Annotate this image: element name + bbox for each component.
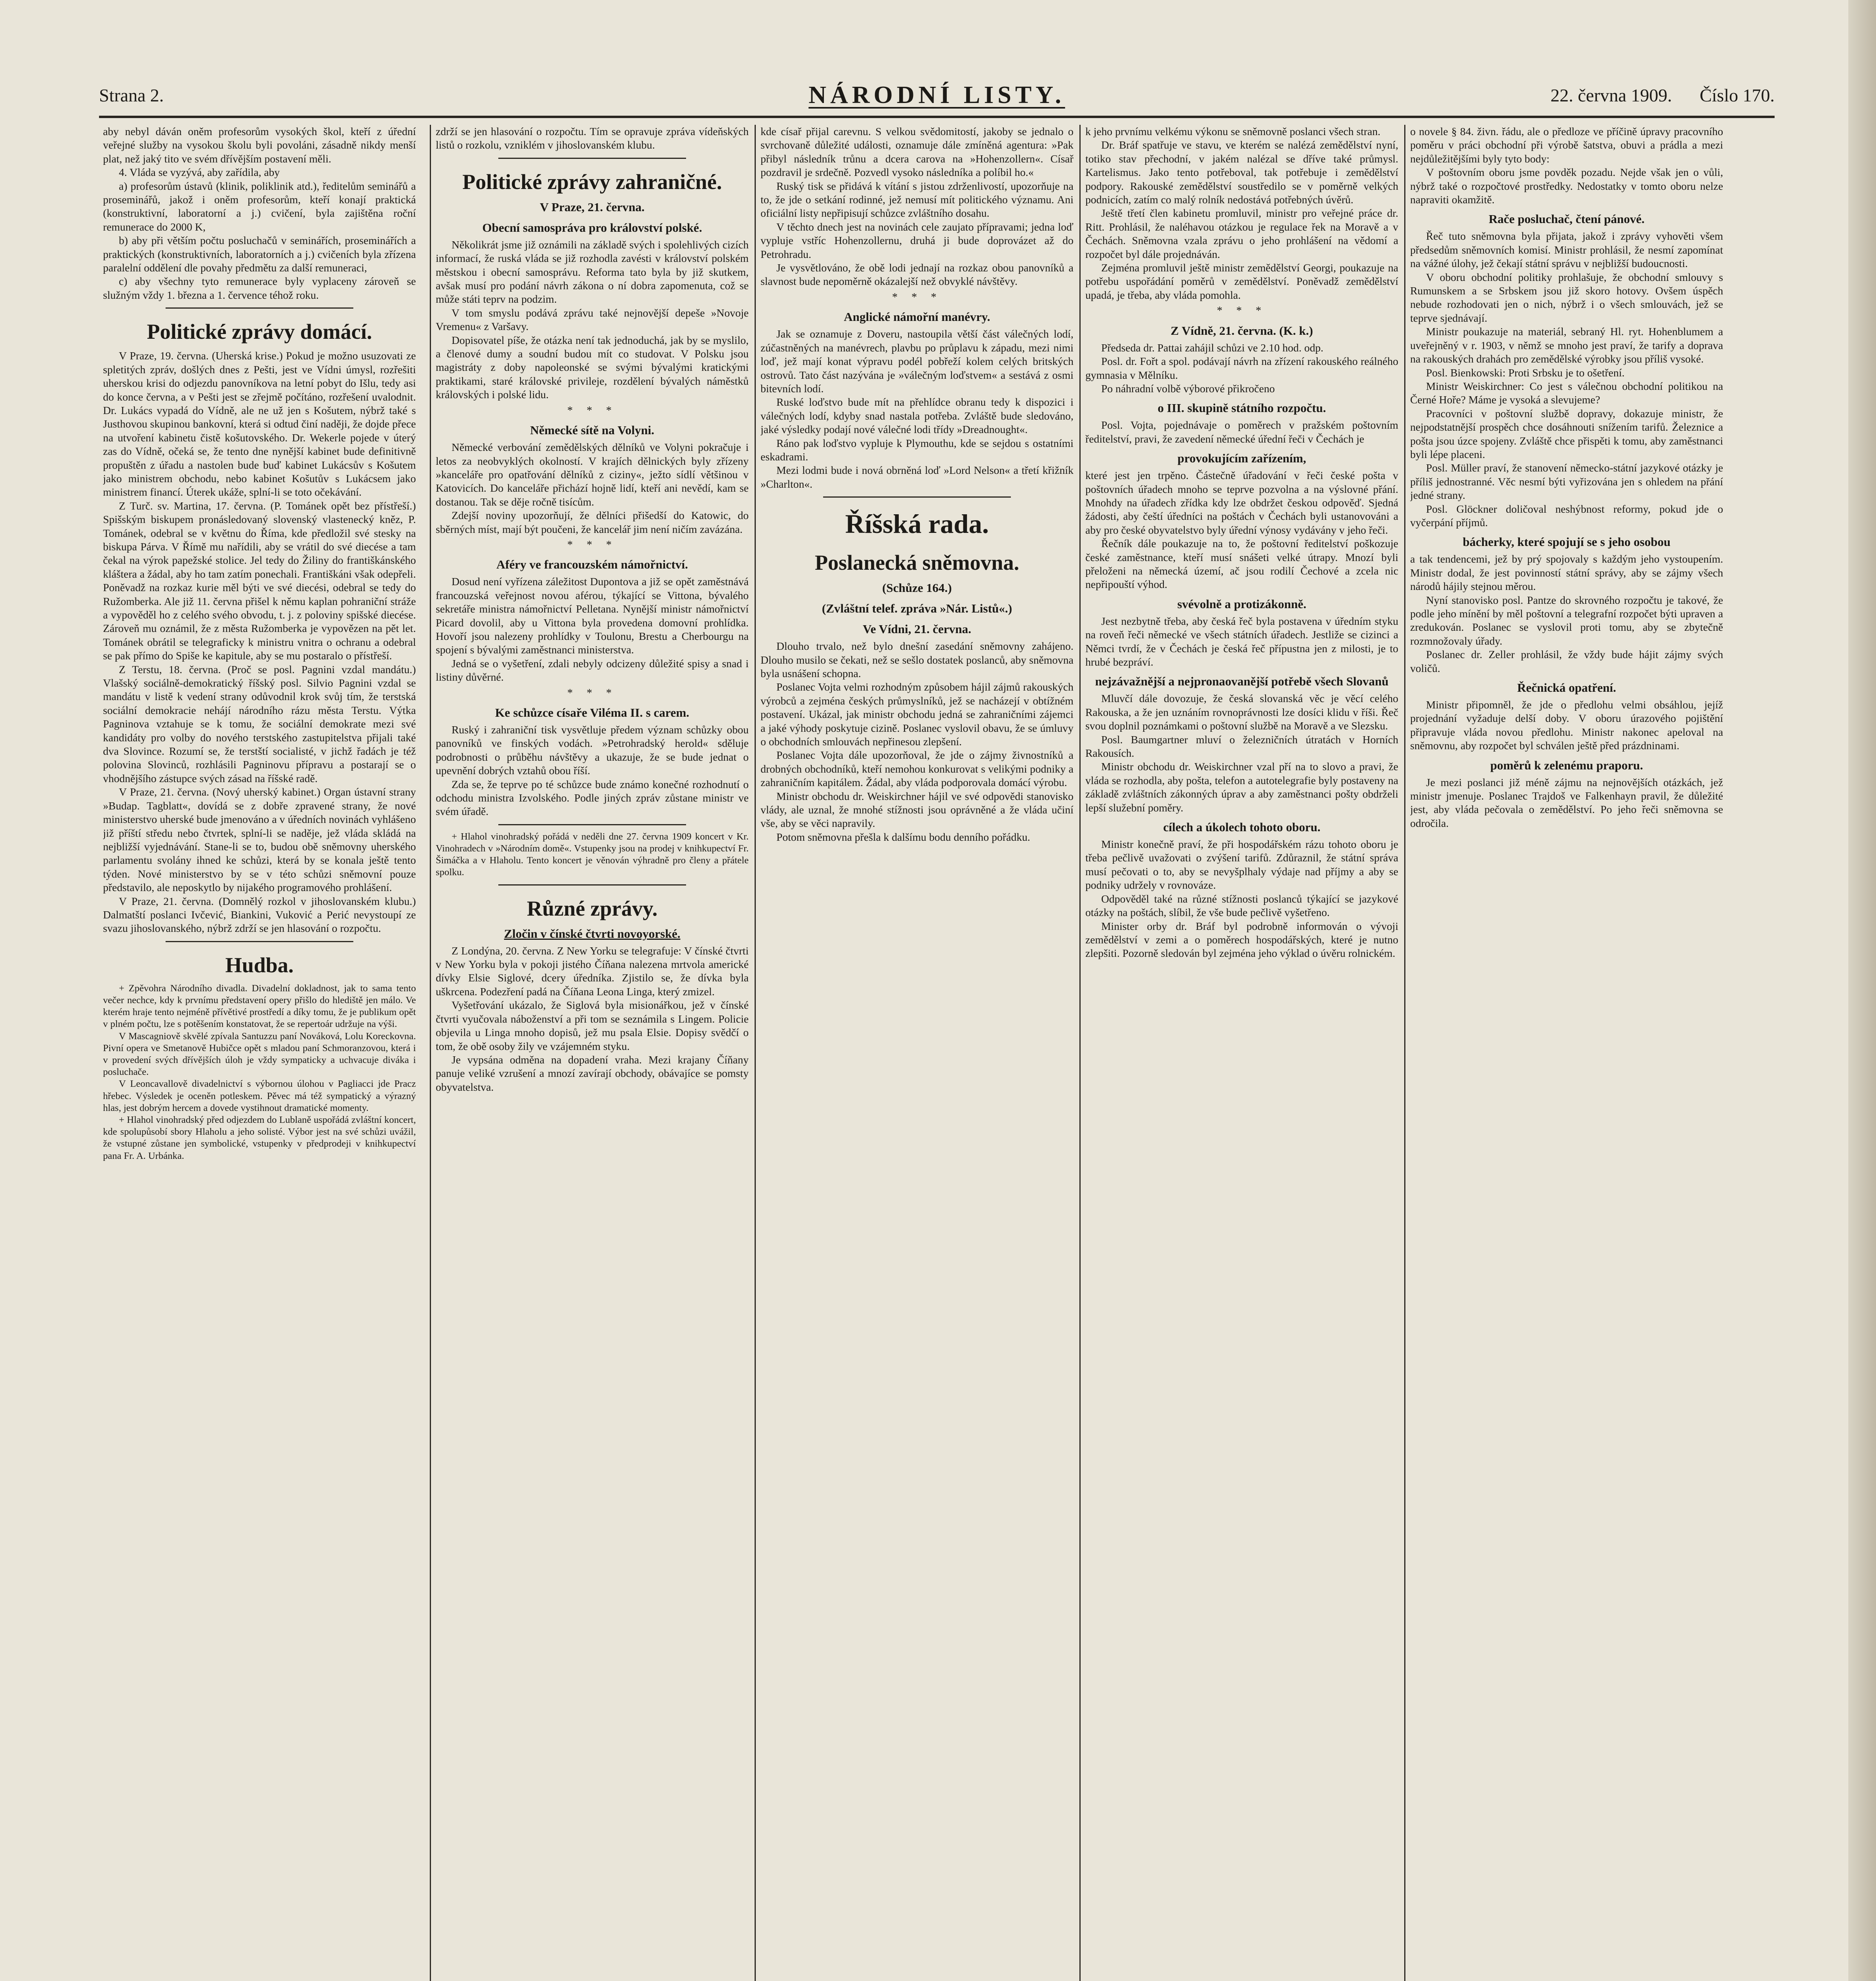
- emphasis-line: Rače posluchač, čtení pánové.: [1489, 212, 1645, 226]
- section-heading: Říšská rada.: [845, 509, 989, 539]
- column-3: [761, 125, 1073, 1981]
- music-item: + Hlahol vinohradský před odjezdem do Lublaně uspořádá zvláštní koncert, kde spolupůsobí sbory Hlaholu a jeho solisté. Výbor jest na své schůzi uvážil, že vstupné zůstane jen symbolické, vstupenky v předprodeji v knihkupectví pana Fr. A. Urbánka.: [103, 1114, 416, 1161]
- article-subheading: Německé sítě na Volyni.: [530, 423, 654, 437]
- news-item: V Praze, 21. června. (Domnělý rozkol v jihoslovanském klubu.) Dalmatští poslanci Ivčević, Biankini, Vuković a Perić nevystoupí ze svazu jihoslovanského, nýbrž zdrží se jen hlasování o rozpočtu.: [103, 895, 416, 935]
- article-paragraph: Posl. dr. Fořt a spol. podávají návrh na zřízení rakouského reálného gymnasia v Mělníku.: [1085, 355, 1398, 381]
- article-paragraph: kde císař přijal carevnu. S velkou svědomitostí, jakoby se jednalo o svrchovaně důležité události, oznamuje dále zmíněná agentura: »Pak přibyl následník trůnu a dcera carova na »Hohenzollern«. Císař pozdravil je srdečně. Pozvedl vysoko následníka a políbil ho.«: [761, 125, 1073, 179]
- section-heading: Politické zprávy zahraničné.: [462, 170, 722, 194]
- article-paragraph: Vyšetřování ukázalo, že Siglová byla misionářkou, jež v čínské čtvrti vyučovala náboženství a při tom se seznámila s Lingem. Policie objevila u Linga mnoho dopisů, jež mu psala Elsie. Dopisy svědčí o tom, že obě osoby žily ve vzájemném styku.: [436, 999, 749, 1052]
- separator-stars: * * *: [567, 404, 617, 417]
- article-paragraph: Je vysvětlováno, že obě lodi jednají na rozkaz obou panovníků a slavnost bude nepoměrně okázalejší než obvyklé návštěvy.: [761, 261, 1073, 288]
- article-paragraph: Zda se, že teprve po té schůzce bude známo konečné rozhodnutí o odchodu ministra Izvolského. Podle jiných zpráv zůstane ministr ve svém úřadě.: [436, 778, 749, 818]
- article-paragraph: Posl. Müller praví, že stanovení německo-státní jazykové otázky je příliš jednostranné. Věc nesmí býti vyřizována jen s ohledem na přání jedné strany.: [1410, 462, 1723, 502]
- emphasis-line: Řečnická opatření.: [1517, 681, 1616, 695]
- issue-date: 22. června 1909.: [1550, 85, 1672, 105]
- column-divider: [1079, 125, 1081, 1981]
- article-paragraph: Z Londýna, 20. června. Z New Yorku se telegrafuje: V čínské čtvrti v New Yorku byla v pokoji jistého Číňana nalezena mrtvola americké dívky Elsie Siglové, dcery úředníka. Zjistilo se, že dívka byla uškrcena. Podezření padá na Číňana Leona Linga, který zmizel.: [436, 944, 749, 998]
- article-paragraph: V těchto dnech jest na novinách cele zaujato přípravami; jedna loď vypluje vstříc Hohenzollernu, druhá ji bude doprovázet až do Petrohradu.: [761, 220, 1073, 260]
- article-paragraph: Je vypsána odměna na dopadení vraha. Mezi krajany Číňany panuje veliké vzrušení a mnozí zavírají obchody, obávajíce se pomsty obyvatelstva.: [436, 1053, 749, 1093]
- column-divider: [755, 125, 756, 1981]
- article-paragraph: Ruský i zahraniční tisk vysvětluje předem význam schůzky obou panovníků ve finských vodách. »Petrohradský herold« sděluje podrobnosti o průběhu návštěvy a ukazuje, že se bude jednat o upevnění dobrých vztahů obou říší.: [436, 723, 749, 777]
- article-paragraph: Posl. Glöckner doličoval neshýbnost reformy, pokud jde o vyčerpání příjmů.: [1410, 502, 1723, 529]
- article-paragraph: Poslanec Vojta velmi rozhodným způsobem hájil zájmů rakouských výrobců a zejména českých průmyslníků, jež se nacházejí v obtížném postavení. Ukázal, jak ministr obchodu jedná se zahraničními zájemci a jaké výhody poskytuje cizině. Poslanec vyslovil obavu, že se úmluvy o obchodních smlouvách nepřinesou zlepšení.: [761, 681, 1073, 748]
- news-item: V Praze, 21. června. (Nový uherský kabinet.) Organ ústavní strany »Budap. Tagblatt«, dovídá se z dobře zpravené strany, že nové ministerstvo uherské bude jmenováno a v úředních novinách vyhlášeno již příští středu nebo čtvrtek, splní-li se naděje, jež vláda skládá na nejbližší vyjednávání. Stane-li se to, budou obě sněmovny uherského parlamentu svolány ihned ke schůzi, která by se konala ještě tento týden. Nové ministerstvo by se v této schůzi sněmovní pouze představilo, ale neposkytlo by nijakého programového prohlášení.: [103, 786, 416, 894]
- separator-rule: [498, 158, 686, 159]
- emphasis-line: svévolně a protizákonně.: [1177, 597, 1306, 611]
- newspaper-title: NÁRODNÍ LISTY.: [808, 81, 1065, 109]
- article-paragraph: Zdejší noviny upozorňují, že dělníci přišedší do Katowic, do sběrných míst, mají být poučeni, že kancelář jim není ničím zavázána.: [436, 509, 749, 535]
- article-paragraph: o novele § 84. živn. řádu, ale o předloze ve příčině úpravy pracovního poměru v práci obchodní při výrobě šatstva, obuvi a prádla a mezi nejdůležitějšími byly tyto body:: [1410, 125, 1723, 165]
- section-heading-music: Hudba.: [225, 953, 294, 977]
- article-subheading: Obecní samospráva pro království polské.: [482, 220, 702, 235]
- article-subheading: Aféry ve francouzském námořnictví.: [496, 557, 688, 572]
- article-paragraph: Poslanec Vojta dále upozorňoval, že jde o zájmy živnostníků a drobných obchodníků, kteří nemohou konkurovat s velikými podniky a zahraničním kapitálem. Žádal, aby vláda podporovala domácí výrobu.: [761, 749, 1073, 789]
- separator-rule: [166, 941, 353, 942]
- section-heading: Politické zprávy domácí.: [147, 320, 372, 344]
- article-paragraph: Posl. Baumgartner mluví o železničních útratách v Horních Rakousích.: [1085, 733, 1398, 760]
- separator-stars: * * *: [567, 687, 617, 699]
- dateline: Z Vídně, 21. června. (K. k.): [1171, 323, 1313, 338]
- article-paragraph: Ministr poukazuje na materiál, sebraný Hl. ryt. Hohenblumem a uveřejněný v r. 1903, v němž se mnoho jest praví, že tarify a doprava na rakouských drahách pro zemědělské výrobky jsou příliš vysoké.: [1410, 325, 1723, 365]
- news-item: Z Terstu, 18. června. (Proč se posl. Pagnini vzdal mandátu.) Vlašský sociálně-demokratický říšský posl. Silvio Pagnini vzdal se mandátu v listě k vedení strany odůvodnil krok svůj tím, že terstská sociální demokracie nehájí národního rázu města Terstu. Výtka Pagninova vztahuje se k tomu, že sociální demokrate mezi své kandidáty pro volby do nového terstského zastupitelstva přijali také dva Slovince. Rozumí se, že terstští socialisté, v jichž řadách je též polovina Slovinců, rozhlásili Pagninovu přípravu a postarají se o vhodnějšího zástupce svých zásad na říšské radě.: [103, 663, 416, 784]
- separator-rule: [823, 496, 1011, 498]
- article-paragraph: Ruské loďstvo bude mít na přehlídce obranu tedy k dispozici i válečných lodí, kdyby snad nastala potřeba. Zvláště bude sledováno, jaké výsledky podají nové válečné lodi třídy »Dreadnought«.: [761, 396, 1073, 436]
- article-paragraph: Jedná se o vyšetření, zdali nebyly odcizeny důležité spisy a snad i listiny důvěrné.: [436, 657, 749, 683]
- issue-number: Číslo 170.: [1699, 85, 1775, 105]
- article-paragraph: Ještě třetí člen kabinetu promluvil, ministr pro veřejné práce dr. Ritt. Prohlásil, že naléhavou otázkou je regulace řek na Moravě a v Čechách. Sněmovna vzala zprávu o jeho prohlášení na vědomí a rozpočet byl dále projednáván.: [1085, 207, 1398, 260]
- article-paragraph: Ministr obchodu dr. Weiskirchner vzal pří na to slovo a pravi, že vláda se rozhodla, aby pošta, telefon a autotelegrafie byly postaveny na základě zvláštních zákonných úprav a aby zaměstnanci pošty obdrželi lepší služební poměry.: [1085, 760, 1398, 814]
- page-number-label: Strana 2.: [99, 85, 164, 105]
- announcement: + Hlahol vinohradský pořádá v neděli dne 27. června 1909 koncert v Kr. Vinohradech v »Národním domě«. Vstupenky jsou na prodej v knihkupectví Fr. Šimáčka a v Hlaholu. Tento koncert je věnován výhradně pro členy a přátele spolku.: [436, 831, 749, 878]
- separator-rule: [166, 307, 353, 309]
- article-paragraph: a) profesorům ústavů (klinik, poliklinik atd.), ředitelům seminářů a proseminářů, jakož i oněm profesorům, kteří konají praktická (konstruktivní, laboratorní a j.) cvičení, byla zajištěna roční remunerace do 2000 K,: [103, 179, 416, 233]
- emphasis-line: bácherky, které spojují se s jeho osobou: [1462, 535, 1671, 549]
- column-2: [436, 125, 749, 1981]
- dateline: V Praze, 21. června.: [540, 200, 645, 214]
- article-paragraph: Ministr Weiskirchner: Co jest s válečnou obchodní politikou na Černé Hoře? Máme je vysoká a slevujeme?: [1410, 380, 1723, 406]
- article-paragraph: Ráno pak loďstvo vypluje k Plymouthu, kde se sejdou s ostatními eskadrami.: [761, 437, 1073, 463]
- article-paragraph: Ruský tisk se přidává k vítání s jistou zdrženlivostí, upozorňuje na to, že jde o setkání rodinné, jež nemusí mít politického významu. Ani oficiální listy nepřipisují schůzce zvláštního dosahu.: [761, 179, 1073, 219]
- article-paragraph: Řečník dále poukazuje na to, že poštovní ředitelství poškozuje české zaměstnance, kteří musí snášeti velké útrapy. Mnozí byli přeloženi na německá území, ač jsou rodilí Čechové a zcela nic nepřipouští výhod.: [1085, 537, 1398, 591]
- dateline: Ve Vídni, 21. června.: [863, 622, 971, 636]
- music-item: V Mascagniově skvělé zpívala Santuzzu paní Nováková, Lolu Koreckovna. Pivní opera ve Smetanově Hubičce opět s mladou paní Schmoranzovou, která i v provedení svých dřívějších úloh je vždy sympaticky a uchvacuje diváka i posluchače.: [103, 1031, 416, 1078]
- article-subheading: Anglické námořní manévry.: [844, 310, 990, 324]
- column-4: [1085, 125, 1398, 1981]
- article-paragraph: a tak tendencemi, jež by prý spojovaly s každým jeho vystoupením. Ministr dodal, že jest povinností státní správy, aby se zájmy všech národů hájily stejnou měrou.: [1410, 553, 1723, 593]
- separator-stars: * * *: [567, 538, 617, 551]
- article-paragraph: Po náhradní volbě výborové přikročeno: [1101, 382, 1275, 395]
- article-paragraph: Ministr obchodu dr. Weiskirchner hájil ve své odpovědi stanovisko vlády, ale uznal, že mnohé stížnosti jsou oprávněné a že vláda učiní vše, aby se věci napravily.: [761, 790, 1073, 830]
- article-paragraph: V poštovním oboru jsme povděk pozadu. Nejde však jen o vůli, nýbrž také o rozpočtové prostředky. Nedostatky v tomto oboru nelze napraviti okamžitě.: [1410, 166, 1723, 206]
- article-paragraph: Minister orby dr. Bráf byl podrobně informován o vývoji zemědělství v zemi a o poměrech hospodářských, které je nutno zlepšiti. Pozorně sledován byl zejména jeho výklad o úvěru rolnickém.: [1085, 920, 1398, 960]
- article-paragraph: V tom smyslu podává zprávu také nejnovější depeše »Novoje Vremenu« z Varšavy.: [436, 306, 749, 333]
- article-paragraph: Dosud není vyřízena záležitost Dupontova a již se opět zaměstnává francouzská veřejnost novou aférou, týkající se Vittona, bývalého sekretáře ministra námořnictví Pelletana. Nynější ministr námořnictví Picard dovolil, aby u Vittona byla provedena domovní prohlídka. Hovoří jsou nalezeny prohlídky v Toulonu, Brestu a Cherbourgu na spojení s bývalými zaměstnanci ministerstva.: [436, 575, 749, 656]
- article-paragraph: Nyní stanovisko posl. Pantze do skrovného rozpočtu je takové, že podle jeho mínění by měl poštovní a telegrafní rozpočet býti upraven a zredukován. Poslanec se vyslovil proti tomu, aby se zbytečně rozmnožovaly úřady.: [1410, 594, 1723, 647]
- article-subheading: Ke schůzce císaře Viléma II. s carem.: [495, 706, 690, 719]
- section-subheading: Poslanecká sněmovna.: [814, 551, 1020, 575]
- emphasis-line: nejzávažnější a nejpronaovanější potřebě všech Slovanů: [1095, 674, 1389, 689]
- article-paragraph: V oboru obchodní politiky prohlašuje, že obchodní smlouvy s Rumunskem a se Srbskem jsou již skoro hotovy. Ovšem úspěch nebude rozhodovati jen o nich, nýbrž i o všech smlouvách, jež se teprve sjednávají.: [1410, 271, 1723, 324]
- music-item: V Leoncavallově divadelnictví s výbornou úlohou v Pagliacci jde Pracz hřebec. Výsledek je oceněn potleskem. Pěvec má též sympatický a výrazný hlas, jest dobrým hercem a dovede vystihnout dramatické momenty.: [103, 1078, 416, 1113]
- article-paragraph: zdrží se jen hlasování o rozpočtu. Tím se opravuje zpráva vídeňských listů o rozkolu, vzniklém v jihoslovanském klubu.: [436, 125, 749, 151]
- article-paragraph: b) aby při větším počtu posluchačů v seminářích, proseminářích a praktických (konstruktivních, laboratorních a j.) cvičeních byla zřízena paralelní oddělení dle povahy předmětu za další remuneraci,: [103, 234, 416, 274]
- column-1: [103, 125, 416, 1981]
- issue-info: [1378, 85, 1775, 106]
- article-paragraph: Několikrát jsme již oznámili na základě svých i spolehlivých cizích informací, že ruská vláda se již rozhodla zavésti v království polském městskou i obecní samosprávu. Reforma tato byla by již skutkem, avšak musí pro podání návrh zákona o ní dobra zapomenuta, což se může státi teprv na podzim.: [436, 238, 749, 305]
- article-paragraph: Pracovníci v poštovní službě dopravy, dokazuje ministr, že nejpodstatnější prospěch chce dosáhnouti snížením tarifů. Železnice a pošta jsou úzce spojeny. Zvláště chce přispěti k tomu, aby zaměstnanci byli lépe placeni.: [1410, 407, 1723, 460]
- page-edge-right: [1848, 0, 1876, 1981]
- article-paragraph: Potom sněmovna přešla k dalšímu bodu denního pořádku.: [776, 830, 1030, 843]
- emphasis-line: poměrů k zelenému praporu.: [1490, 758, 1643, 772]
- article-paragraph: Zejména promluvil ještě ministr zemědělství Georgi, poukazuje na potřebu uspořádání poměrů v zemědělství. Poněvadž zemědělství upadá, je třeba, aby vláda pomohla.: [1085, 261, 1398, 301]
- article-subheading: Zločin v čínské čtvrti novoyorské.: [504, 926, 681, 941]
- music-item: + Zpěvohra Národního divadla. Divadelní dokladnost, jak to sama tento večer nechce, kdy k prvnímu představení opery přišlo do hlediště jen málo. Ve kterém hraje tento nejméně přívětivé prostředí a díky tomu, že je publikum opět v plném počtu, lze s potěšením konstatovat, že se repertoár udržuje na výši.: [103, 983, 416, 1030]
- separator-rule: [498, 884, 686, 886]
- article-paragraph: Poslanec dr. Zeller prohlásil, že vždy bude hájit zájmy svých voličů.: [1410, 648, 1723, 674]
- column-5: [1410, 125, 1723, 1981]
- article-paragraph: Předseda dr. Pattai zahájil schůzi ve 2.10 hod. odp.: [1101, 341, 1323, 354]
- column-divider: [430, 125, 431, 1981]
- article-paragraph: Ministr konečně praví, že při hospodářském rázu tohoto oboru je třeba pečlivě uvažovati o zvýšení tarifů. Zdůraznil, že státní správa musí pečovati o to, aby se nevyšplhaly výdaje nad příjmy a aby se podniky udržely v rovnováze.: [1085, 838, 1398, 891]
- separator-rule: [498, 824, 686, 825]
- separator-stars: * * *: [1217, 305, 1267, 317]
- article-paragraph: Dlouho trvalo, než bylo dnešní zasedání sněmovny zahájeno. Dlouho musilo se čekati, než se sešlo dostatek poslanců, aby sněmovna byla usnášení schopna.: [761, 640, 1073, 679]
- article-paragraph: které jest jen trpěno. Částečně úřadování v řeči české pošta v poštovních úřadech mnoho se teprve pozvolna a na výslovné přání. Mnohdy na úřadech zřídka kdy lze obdržet českou odpověď. Sjedná žádosti, aby čeští úředníci na poštách v Čechách byli ustanovováni a aby pro české obyvatelstvo byly úřední výnosy vydávány v jeho řeči.: [1085, 469, 1398, 536]
- article-paragraph: Odpověděl také na různé stížnosti poslanců týkající se jazykové otázky na poštách, slíbil, že vše bude pečlivě vyšetřeno.: [1085, 892, 1398, 919]
- article-paragraph: Mluvčí dále dovozuje, že česká slovanská věc je věcí celého Rakouska, a že jen uznáním rovnoprávnosti lze dosíci klidu v říši. Řeč svou doplnil poznámkami o poštovní službě na Moravě a ve Slezsku.: [1085, 692, 1398, 732]
- masthead-rule: [99, 116, 1775, 118]
- news-item: V Praze, 19. června. (Uherská krise.) Pokud je možno usuzovati ze spletitých zpráv, došlých dnes z Pešti, jest ve Vídni úmysl, rozřešiti uherskou krisi do odjezdu panovníkova na letní pobyt do Išlu, tedy asi do konce června, a v Pešti jest se zřejmě počítáno, rozřešení uvalodnit. Dr. Lukács vypadá do Vídně, ale ne už jen s Košutem, nýbrž také s Justhovou skupinou bankovní, která si odtud činí naději, že dojde přece na utvoření kabinetu čistě košutovského. Dr. Wekerle pojede v úterý zas do Vídně, očeká se, že tento dne nynější kabinet bude definitivně propuštěn z úřadu a nastolen bude buď kabinet Lukácsův s Košutem jako ministrem obchodu, nebo kabinet Košutův s Lukácsem jako ministrem financí. Úterek ukáže, splní-li se toto očekávání.: [103, 349, 416, 498]
- article-paragraph: Dopisovatel píše, že otázka není tak jednoduchá, jak by se myslilo, a členové dumy a soudní budou mít co studovat. V Polsku jsou magistráty z doby napoleonské se svými bývalými kratickými praktikami, staré královské privileje, rozdělení bývalých náměstků královských i polské lidu.: [436, 334, 749, 401]
- report-note: (Zvláštní telef. zpráva »Nár. Listů«.): [822, 601, 1012, 616]
- article-paragraph: k jeho prvnímu velkému výkonu se sněmovně poslanci všech stran.: [1085, 125, 1380, 137]
- article-paragraph: aby nebyl dáván oněm profesorům vysokých škol, kteří z úřední veřejné služby na vysokou školu byli povoláni, zásadně nikdy menší plat, než jaký tito ve svém dřívějším postavení měli.: [103, 125, 416, 165]
- separator-stars: * * *: [892, 291, 942, 303]
- article-paragraph: Ministr připomněl, že jde o předlohu velmi obsáhlou, jejíž projednání vyžaduje delší doby. V oboru úrazového pojištění připravuje vláda novou předlohu. Ministr nakonec apeloval na sněmovnu, aby rozpočet byl schválen ještě před prázdninami.: [1410, 699, 1723, 752]
- section-heading: Různé zprávy.: [527, 896, 658, 920]
- news-item: Z Turč. sv. Martina, 17. června. (P. Tománek opět bez přístřeší.) Spišským biskupem pronásledovaný slovenský vlastenecký kněz, P. Tománek, odebral se v květnu do Říma, kde předložil své stesky na biskupa Párva. V Římě mu nařídili, aby se vrátil do své diecése a tam čekal na výrok papežské stolice. Jel tedy do Žiliny do františkánského kláštera a žádal, aby ho tam zatím ponechali. Františkáni však odepřeli. Poněvadž na rozkaz kurie měl býti ve své diecési, odebral se tedy do Ružomberka. Ale již 11. června přišel k němu kaplan pohraniční stráže a vypověděl ho z celého svého obvodu, t. j. z poloviny spišské diecése. Zároveň mu oznámil, že z města Ružomberka je vypovězen na pět let. Tománek obrátil se telegraficky k ministru vnitra o ochranu a odebral se pak přímo do Spiše ke kapitule, aby se mu postaralo o přístřeší.: [103, 499, 416, 662]
- column-divider: [1404, 125, 1405, 1981]
- emphasis-line: cílech a úkolech tohoto oboru.: [1163, 820, 1321, 834]
- article-paragraph: Jest nezbytně třeba, aby česká řeč byla postavena v úředním styku na roveň řeči německé ve všech státních úřadech. Jestliže se cizinci a Němci tvrdí, že v Čechách je česká řeč přípustna jen z milosti, je to hrubé bezpráví.: [1085, 615, 1398, 668]
- article-paragraph: Jak se oznamuje z Doveru, nastoupila větší část válečných lodí, zúčastněných na manévrech, plavbu po průplavu k západu, mezi nimi loď, jež mají konat výpravu podél pobřeží kolem celých britských ostrovů. Tato část nazývána je »válečným loďstvem« a sestává z osmi bitevních lodí.: [761, 328, 1073, 395]
- article-paragraph: Posl. Bienkowski: Proti Srbsku je to ošetření.: [1426, 366, 1625, 379]
- article-paragraph: Řeč tuto sněmovna byla přijata, jakož i zprávy vyhověti všem předsedům sněmovních komisí. Ministr prohlásil, že nesmí zapomínat na vážné úlohy, jež čekají státní správu v nejbližší budoucnosti.: [1410, 230, 1723, 270]
- article-paragraph: c) aby všechny tyto remunerace byly vyplaceny zároveň se služným vždy 1. března a 1. července téhož roku.: [103, 275, 416, 301]
- article-paragraph: Německé verbování zemědělských dělníků ve Volyni pokračuje i letos za neobvyklých okolností. V krajích dělnických byly zřízeny »kanceláře pro opatřování dělníků z ciziny«, ježto sídlí většinou v Katovicích. Do kanceláře přichází hojně lidí, kteří ani nevědí, kam se dostanou. Tak se děje ročně tisícům.: [436, 441, 749, 508]
- meeting-number: (Schůze 164.): [882, 581, 952, 595]
- emphasis-line: provokujícím zařízením,: [1177, 451, 1306, 466]
- article-paragraph: Mezi lodmi bude i nová obrněná loď »Lord Nelson« a třetí křižník »Charlton«.: [761, 464, 1073, 490]
- article-paragraph: Posl. Vojta, pojednávaje o poměrech v pražském poštovním ředitelství, pravi, že zavedení německé úřední řeči v Čechách je: [1085, 419, 1398, 445]
- masthead: [99, 77, 1775, 113]
- article-subheading: o III. skupině státního rozpočtu.: [1157, 401, 1326, 415]
- article-paragraph: Je mezi poslanci již méně zájmu na nejnovějších otázkách, jež ministr jmenuje. Poslanec Trajdoš ve Falkenhayn pravil, že důležité jest, aby vláda pečovala o zemědělství. Po jeho řeči sněmovna se odročila.: [1410, 776, 1723, 829]
- article-paragraph: 4. Vláda se vyzývá, aby zařídila, aby: [119, 166, 280, 179]
- article-paragraph: Dr. Bráf spatřuje ve stavu, ve kterém se nalézá zemědělství nyní, totiko stav přechodní, v jakém nalézal se dříve také průmysl. Kartelismus. Jako tento potřeboval, tak potřebuje i zemědělství podpory. Rakouské zemědělství soustředilo se v poměrně velkých podnicích, zatím co malý rolník nedostává potřebných úvěrů.: [1085, 139, 1398, 206]
